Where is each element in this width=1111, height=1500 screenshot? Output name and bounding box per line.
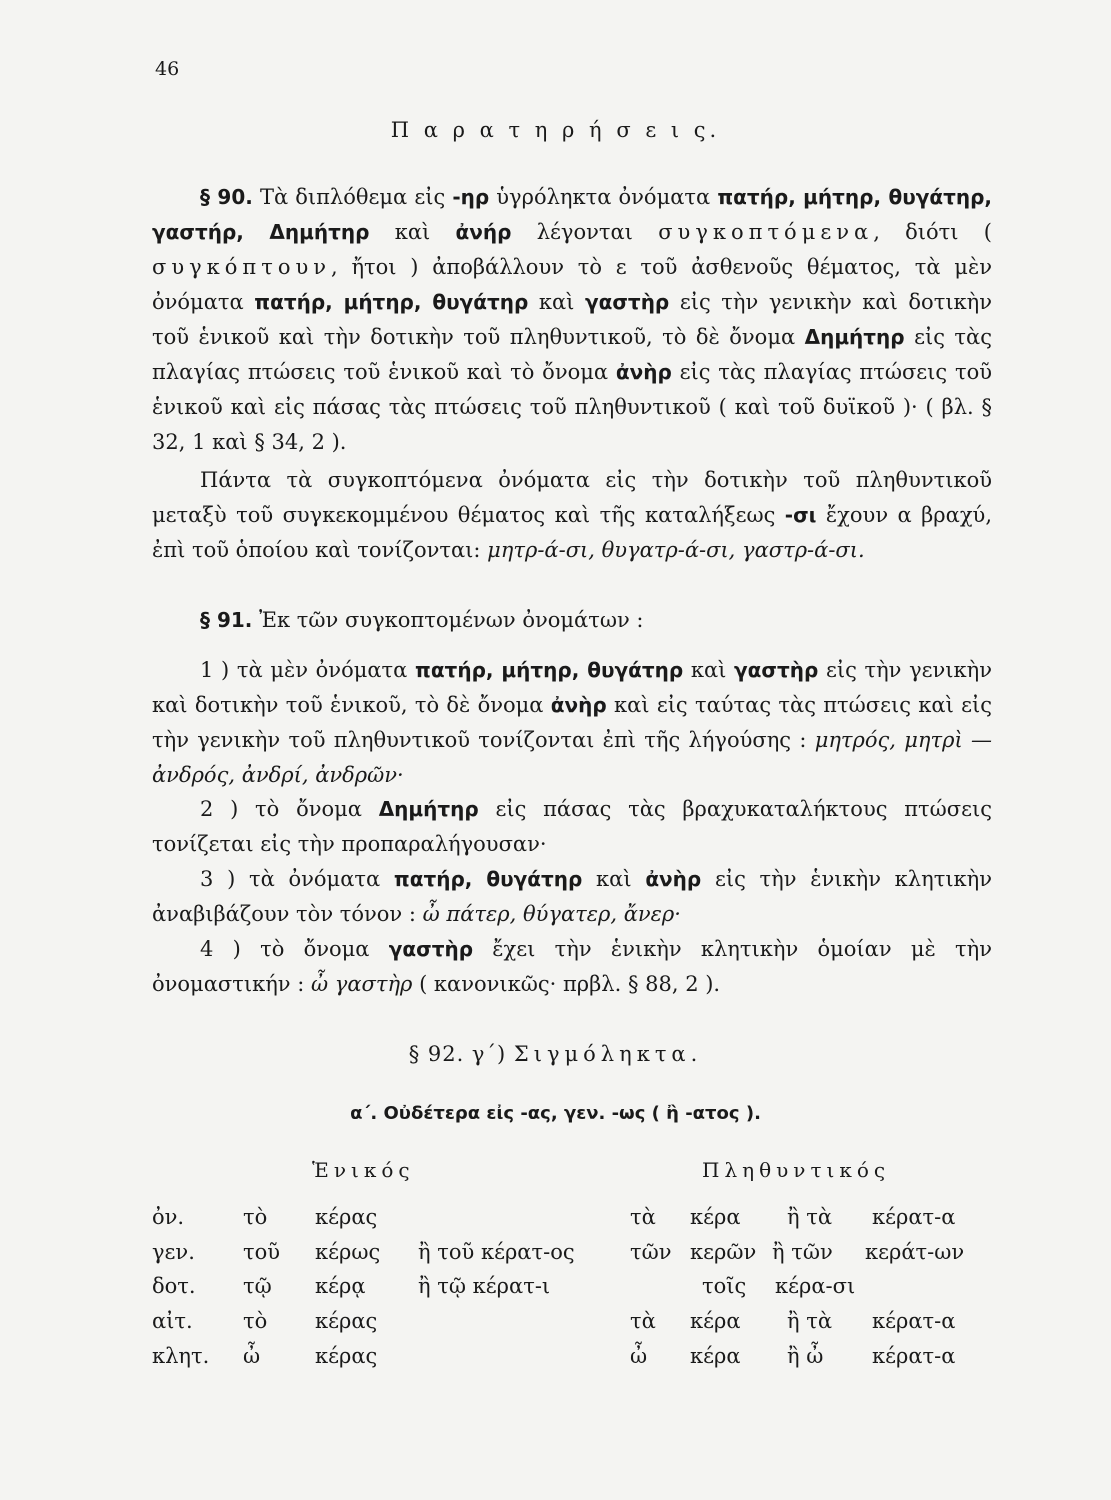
alt-form: ἢ τοῦ κέρατ-ος <box>418 1240 575 1264</box>
declension-subheading: α΄. Οὐδέτερα εἰς -ας, γεν. -ως ( ἢ -ατος ). <box>350 1103 761 1124</box>
bold-term: ἀνὴρ <box>550 693 607 717</box>
section-number-92: § 92. γ΄) <box>408 1042 507 1066</box>
form: κέρᾳ <box>315 1274 366 1298</box>
list-item-3 <box>152 862 992 932</box>
article: τὸ <box>243 1309 268 1333</box>
text: εἰς τὴν γενικὴν καὶ δοτικὴν τοῦ ἑνικοῦ, τὸ δὲ ὄνομα <box>152 658 993 717</box>
bold-term: γαστὴρ <box>388 937 474 961</box>
spaced-term: συγκοπτόμενα <box>658 220 874 244</box>
plural-article: τοῖς <box>702 1274 747 1298</box>
bold-term: -ηρ <box>452 185 490 209</box>
text: καὶ <box>528 290 585 314</box>
example-forms: ὦ πάτερ, θύγατερ, ἄνερ· <box>422 902 681 926</box>
text: Τὰ διπλόθεμα εἰς <box>252 185 453 209</box>
text: ἔχει τὴν ἑνικὴν κλητικὴν ὁμοίαν μὲ τὴν ὀνομαστικήν : <box>152 937 992 996</box>
bold-term: πατήρ, θυγάτηρ <box>393 867 583 891</box>
alt-form: ἢ τῷ κέρατ-ι <box>418 1274 551 1298</box>
bold-term: ἀνὴρ <box>615 360 672 384</box>
case-label: αἰτ. <box>152 1309 193 1333</box>
bold-term: Δημήτηρ <box>378 797 479 821</box>
plural-form: κέρα <box>690 1344 741 1368</box>
text: , διότι ( <box>873 220 992 244</box>
form: κέρως <box>315 1240 381 1264</box>
plural-form: κέρα <box>690 1309 741 1333</box>
plural-or: ἢ τὰ <box>787 1205 833 1229</box>
text: εἰς πάσας τὰς βραχυκαταλήκτους πτώσεις τονίζεται εἰς τὴν προπαραλήγουσαν· <box>152 797 992 856</box>
case-label: κλητ. <box>152 1344 210 1368</box>
bold-term: γαστὴρ <box>584 290 670 314</box>
bold-term: ἀνὴρ <box>645 867 702 891</box>
text: , ἤτοι ) ἀποβάλλουν τὸ ε τοῦ ἀσθενοῦς θέματος, τὰ μὲν ὀνόματα <box>152 255 992 314</box>
example-forms: μητρός, μητρὶ — ἀνδρός, ἀνδρί, ἀνδρῶν· <box>152 728 992 787</box>
text: 4 ) τὸ ὄνομα <box>200 937 389 961</box>
article: τὸ <box>243 1205 268 1229</box>
plural-form: κερῶν <box>690 1240 757 1264</box>
page-number: 46 <box>155 58 180 80</box>
text: ἔχουν α βραχύ, ἐπὶ τοῦ ὁποίου καὶ τονίζονται: <box>152 503 992 562</box>
bold-term: πατήρ, μήτηρ, θυγάτηρ <box>254 290 529 314</box>
case-label: ὀν. <box>152 1205 185 1229</box>
column-header-plural: Πληθυντικός <box>702 1158 891 1182</box>
paragraph-90 <box>152 180 992 460</box>
example-forms: μητρ-ά-σι, θυγατρ-ά-σι, γαστρ-ά-σι. <box>487 538 865 562</box>
text: ( κανονικῶς· πρβλ. § 88, 2 ). <box>412 972 721 996</box>
article: ὦ <box>243 1344 261 1368</box>
section-number-91: § 91. <box>200 608 253 632</box>
plural-alt-form: κέρατ-α <box>872 1309 956 1333</box>
plural-or: ἢ τῶν <box>772 1240 833 1264</box>
article: τῷ <box>243 1274 272 1298</box>
list-item-1 <box>152 653 992 793</box>
text: εἰς τὰς πλαγίας πτώσεις τοῦ ἑνικοῦ καὶ εἰς πάσας τὰς πτώσεις τοῦ πληθυντικοῦ ( καὶ τοῦ δυϊκοῦ )· ( βλ. § 32, 1 καὶ § 34, 2 ). <box>152 360 992 454</box>
plural-or: ἢ ὦ <box>787 1344 824 1368</box>
article: τοῦ <box>243 1240 281 1264</box>
text: 2 ) τὸ ὄνομα <box>200 797 379 821</box>
bold-term: Δημήτηρ <box>804 325 905 349</box>
plural-article: τῶν <box>630 1240 672 1264</box>
table-row <box>0 1309 1111 1343</box>
form: κέρας <box>315 1344 378 1368</box>
text: εἰς τὰς πλαγίας πτώσεις τοῦ ἑνικοῦ καὶ τὸ ὄνομα <box>152 325 992 384</box>
plural-form: κέρα <box>690 1205 741 1229</box>
section-92-title: Σιγμόληκτα. <box>513 1042 703 1066</box>
section-number-90: § 90. <box>200 185 253 209</box>
bold-term: ἀνήρ <box>455 220 512 244</box>
list-item-4 <box>152 932 992 1002</box>
table-row <box>0 1240 1111 1274</box>
text: καὶ <box>683 658 735 682</box>
text: καὶ εἰς ταύτας τὰς πτώσεις καὶ εἰς τὴν γενικὴν τοῦ πληθυντικοῦ τονίζονται ἐπὶ τῆς λήγούσης : <box>152 693 993 752</box>
text: Ἐκ τῶν συγκοπτομένων ὀνομάτων : <box>252 608 644 632</box>
paragraph-90-note <box>152 463 992 568</box>
table-row <box>0 1274 1111 1308</box>
paragraph-91 <box>152 603 992 638</box>
plural-article: τὰ <box>630 1309 656 1333</box>
plural-or: ἢ τὰ <box>787 1309 833 1333</box>
plural-alt-form: κεράτ-ων <box>865 1240 965 1264</box>
plural-form: κέρα-σι <box>775 1274 856 1298</box>
text: καὶ <box>369 220 456 244</box>
bold-term: πατήρ, μήτηρ, θυγάτηρ, γαστήρ, Δημήτηρ <box>152 185 992 244</box>
text: ὑγρόληκτα ὀνόματα <box>489 185 718 209</box>
form: κέρας <box>315 1309 378 1333</box>
text: 3 ) τὰ ὀνόματα <box>200 867 394 891</box>
bold-term: -σι <box>784 503 817 527</box>
plural-article: ὦ <box>630 1344 648 1368</box>
list-item-2 <box>152 792 992 862</box>
section-92-heading <box>0 1042 1111 1066</box>
text: εἰς τὴν ἑνικὴν κλητικὴν ἀναβιβάζουν τὸν τόνον : <box>152 867 993 926</box>
bold-term: πατήρ, μήτηρ, θυγάτηρ <box>415 658 684 682</box>
plural-article: τὰ <box>630 1205 656 1229</box>
plural-alt-form: κέρατ-α <box>872 1344 956 1368</box>
form: κέρας <box>315 1205 378 1229</box>
plural-alt-form: κέρατ-α <box>872 1205 956 1229</box>
column-header-singular: Ἑνικός <box>312 1158 415 1182</box>
text: 1 ) τὰ μὲν ὀνόματα <box>200 658 415 682</box>
text: λέγονται <box>511 220 659 244</box>
section-title: Π α ρ α τ η ρ ή σ ε ι ς. <box>390 118 721 142</box>
table-row <box>0 1205 1111 1239</box>
example-forms: ὦ γαστὴρ <box>310 972 413 996</box>
text: εἰς τὴν γενικὴν καὶ δοτικὴν τοῦ ἑνικοῦ καὶ τὴν δοτικὴν τοῦ πληθυντικοῦ, τὸ δὲ ὄνομα <box>152 290 993 349</box>
text: καὶ <box>582 867 646 891</box>
case-label: δοτ. <box>152 1274 196 1298</box>
table-row <box>0 1344 1111 1378</box>
bold-term: γαστὴρ <box>734 658 819 682</box>
spaced-term: συγκόπτουν <box>152 255 332 279</box>
case-label: γεν. <box>152 1240 195 1264</box>
text: Πάντα τὰ συγκοπτόμενα ὀνόματα εἰς τὴν δοτικὴν τοῦ πληθυντικοῦ μεταξὺ τοῦ συγκεκομμένου θέματος καὶ τῆς καταλήξεως <box>152 468 992 527</box>
